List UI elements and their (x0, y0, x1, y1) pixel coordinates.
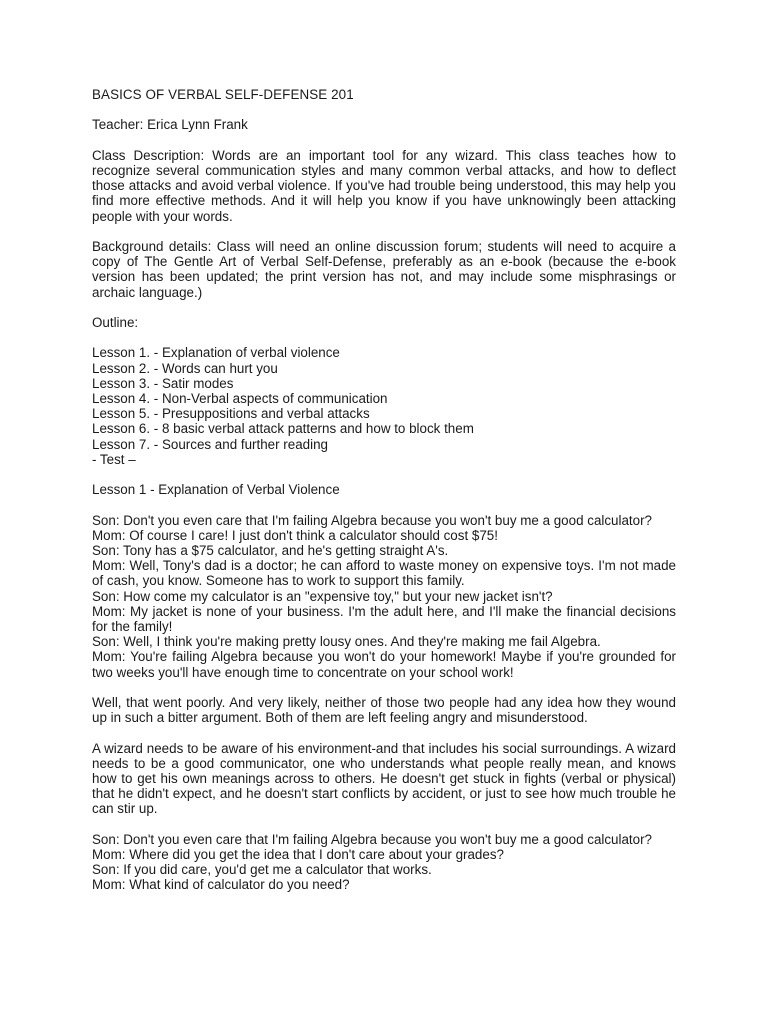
dialogue-line: Mom: You're failing Algebra because you won't do your homework! Maybe if you're grounded for two weeks you'll have enough time to concentrate on your school work! (92, 649, 676, 680)
dialogue-line: Mom: Where did you get the idea that I don't care about your grades? (92, 847, 504, 862)
dialogue-line: Mom: My jacket is none of your business. I'm the adult here, and I'll make the financial decisions for the family! (92, 603, 676, 634)
dialogue-line: Mom: Of course I care! I just don't think a calculator should cost $75! (92, 527, 498, 543)
document-title: BASICS OF VERBAL SELF-DEFENSE 201 (92, 87, 354, 102)
outline-item: - Test – (92, 451, 136, 467)
background-details: Background details: Class will need an online discussion forum; students will need to acquire a copy of The Gentle Art of Verbal Self-Defense, preferably as an e-book (because the e-book version has been updated; the print version has not, and may include some misphrasings or archaic language.) (92, 238, 676, 300)
outline-item: Lesson 5. - Presuppositions and verbal attacks (92, 406, 370, 422)
outline-item: Lesson 4. - Non-Verbal aspects of communication (92, 390, 388, 406)
dialogue-line: Son: Tony has a $75 calculator, and he's getting straight A's. (92, 542, 449, 558)
outline-item: Lesson 3. - Satir modes (92, 375, 234, 391)
dialogue-line: Son: Don't you even care that I'm failing Algebra because you won't buy me a good calculator? (92, 512, 653, 528)
dialogue-line: Son: How come my calculator is an "expensive toy," but your new jacket isn't? (92, 588, 553, 604)
class-description: Class Description: Words are an important tool for any wizard. This class teaches how to recognize several communication styles and many common verbal attacks, and how to deflect those attacks and avoid verbal violence. If you've had trouble being understood, this may help you find more effective methods. And it will help you know if you have unknowingly been attacking people with your words. (92, 147, 676, 224)
lesson1-heading: Lesson 1 - Explanation of Verbal Violence (92, 482, 340, 498)
dialogue-line: Mom: Well, Tony's dad is a doctor; he can afford to waste money on expensive toys. I'm not made of cash, you know. Someone has to work to support this family. (92, 558, 676, 589)
dialogue-line: Mom: What kind of calculator do you need? (92, 877, 350, 893)
dialogue-one (92, 513, 676, 680)
commentary-paragraph: Well, that went poorly. And very likely, neither of those two people had any idea how they wound up in such a bitter argument. Both of them are left feeling angry and misunderstood. (92, 695, 676, 726)
dialogue-two (92, 832, 676, 893)
dialogue-line: Son: Well, I think you're making pretty lousy ones. And they're making me fail Algebra. (92, 634, 601, 650)
outline-heading: Outline: (92, 314, 139, 330)
outline-item: Lesson 1. - Explanation of verbal violence (92, 345, 340, 361)
commentary-paragraph: A wizard needs to be aware of his environment-and that includes his social surroundings. A wizard needs to be a good communicator, one who understands what people really mean, and knows how to get his own meanings across to others. He doesn't get stuck in fights (verbal or physical) that he didn't expect, and he doesn't start conflicts by accident, or just to see how much trouble he can stir up. (92, 740, 676, 817)
document-page (92, 87, 676, 908)
dialogue-line: Son: If you did care, you'd get me a calculator that works. (92, 862, 432, 878)
teacher-line: Teacher: Erica Lynn Frank (92, 117, 248, 133)
outline-list (92, 345, 676, 467)
outline-item: Lesson 2. - Words can hurt you (92, 360, 278, 376)
dialogue-line: Son: Don't you even care that I'm failing Algebra because you won't buy me a good calculator? (92, 831, 653, 847)
outline-item: Lesson 6. - 8 basic verbal attack patterns and how to block them (92, 421, 474, 437)
outline-item: Lesson 7. - Sources and further reading (92, 436, 328, 452)
